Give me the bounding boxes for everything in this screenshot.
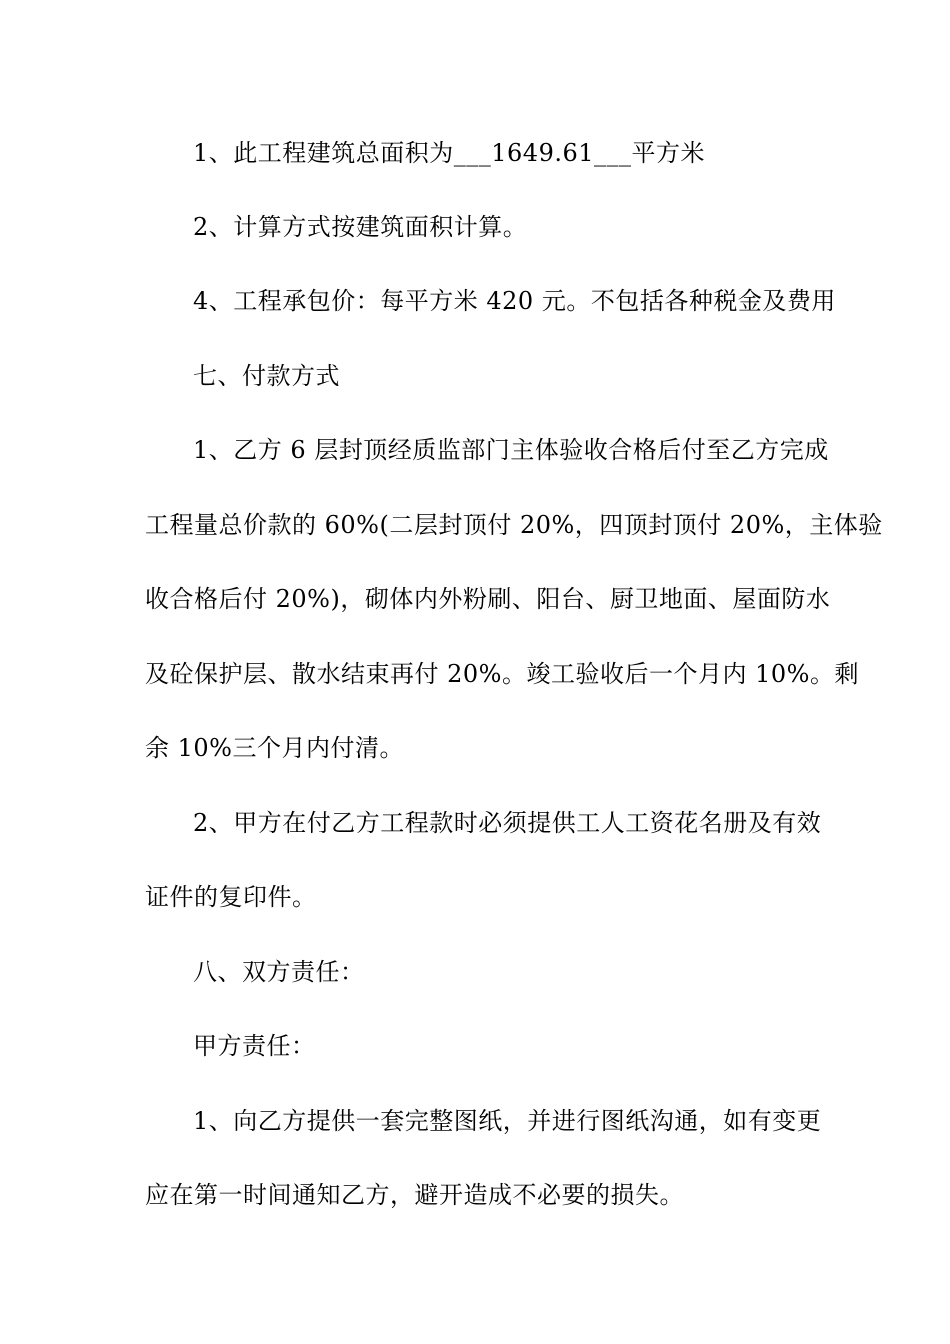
party-a-clause-1-line-2: 应在第一时间通知乙方，避开造成不必要的损失。 [145, 1181, 684, 1209]
subheading-party-a-responsibilities: 甲方责任： [193, 1032, 316, 1060]
payment-clause-1-line-3: 收合格后付 20%)，砌体内外粉刷、阳台、厨卫地面、屋面防水 [145, 585, 831, 613]
payment-clause-2-line-1: 2、甲方在付乙方工程款时必须提供工人工资花名册及有效 [193, 809, 822, 837]
payment-clause-1-line-4: 及砼保护层、散水结束再付 20%。竣工验收后一个月内 10%。剩 [145, 660, 859, 688]
payment-clause-1-line-2: 工程量总价款的 60%(二层封顶付 20%，四顶封顶付 20%，主体验 [145, 511, 883, 539]
payment-clause-1-line-5: 余 10%三个月内付清。 [145, 734, 404, 762]
clause-building-area: 1、此工程建筑总面积为___1649.61___平方米 [193, 139, 706, 167]
clause-calculation-method: 2、计算方式按建筑面积计算。 [193, 213, 528, 241]
payment-clause-2-line-2: 证件的复印件。 [145, 883, 317, 911]
clause-contract-price: 4、工程承包价：每平方米 420 元。不包括各种税金及费用 [193, 287, 836, 315]
section-heading-payment: 七、付款方式 [193, 362, 340, 390]
payment-clause-1-line-1: 1、乙方 6 层封顶经质监部门主体验收合格后付至乙方完成 [193, 436, 829, 464]
party-a-clause-1-line-1: 1、向乙方提供一套完整图纸，并进行图纸沟通，如有变更 [193, 1107, 822, 1135]
section-heading-responsibilities: 八、双方责任： [193, 958, 365, 986]
